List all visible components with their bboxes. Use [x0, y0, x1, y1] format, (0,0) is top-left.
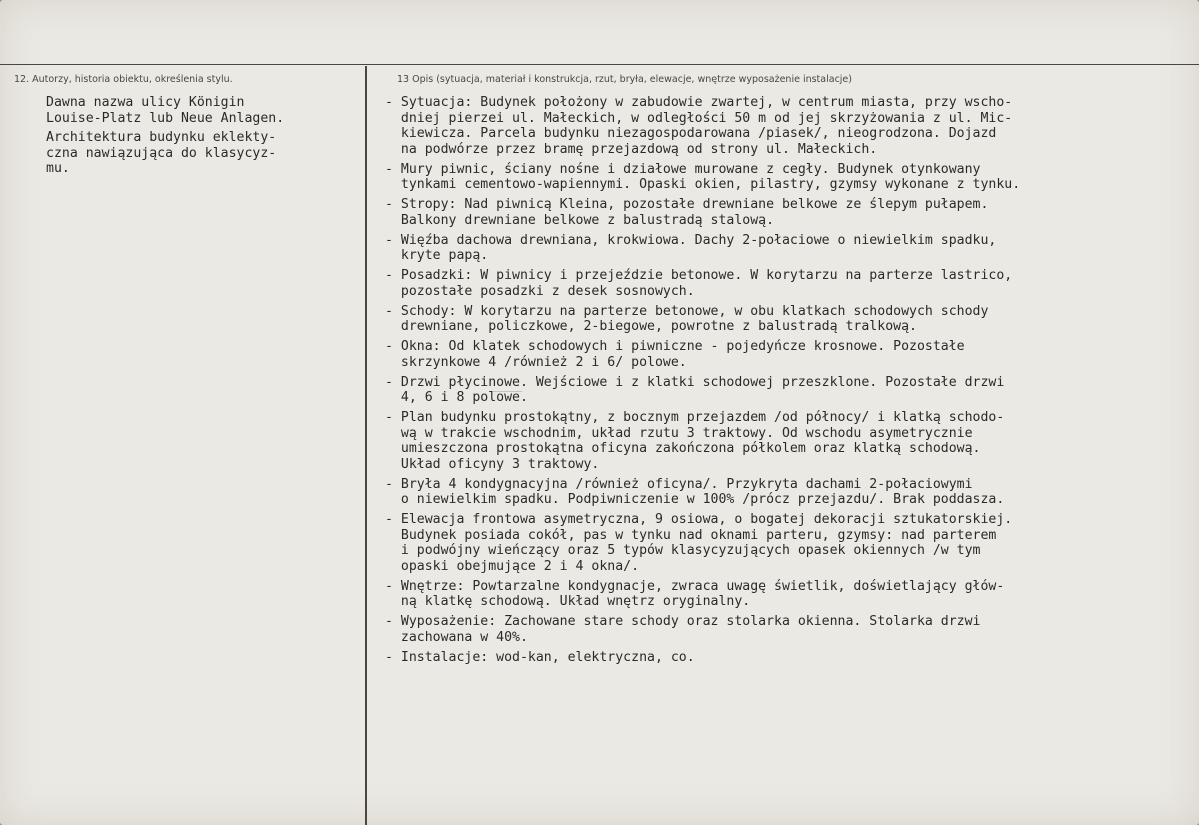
ink-underline-mark — [492, 378, 522, 392]
description-item: - Sytuacja: Budynek położony w zabudowie zwartej, w centrum miasta, przy wscho- dniej pierzei ul. Małeckich, w odległości 50 m od jej skrzyżowania z ul. Mic- kiewicza. Parcela budynku niezagospodarowana /piasek/, nieogrodzona. Dojazd na podwórze przez bramę przejazdową od strony ul. Małeckich. — [385, 95, 1013, 157]
description-item: - Wyposażenie: Zachowane stare schody oraz stolarka okienna. Stolarka drzwi zachowana w 40%. — [385, 614, 981, 645]
description-item: - Mury piwnic, ściany nośne i działowe murowane z cegły. Budynek otynkowany tynkami cementowo-wapiennymi. Opaski okien, pilastry, gzymsy wykonane z tynku. — [385, 161, 1021, 192]
description-item: - Plan budynku prostokątny, z bocznym przejazdem /od północy/ i klatką schodo- wą w trakcie wschodnim, układ rzutu 3 traktowy. Od wschodu asymetrycznie umieszczona prostokątna oficyna zakończona półkolem oraz klatką schodową. Układ oficyny 3 traktowy. — [385, 410, 1005, 472]
description-column — [385, 95, 1020, 670]
description-item: - Okna: Od klatek schodowych i piwniczne - pojedyńcze krosnowe. Pozostałe skrzynkowe 4 /również 2 i 6/ polowe. — [385, 339, 965, 370]
left-paragraph: Dawna nazwa ulicy Königin Louise-Platz lub Neue Anlagen. — [46, 95, 285, 126]
description-item: - Drzwi płycinowe. Wejściowe i z klatki schodowej przeszklone. Pozostałe drzwi 4, 6 i 8 polowe. — [385, 374, 1005, 405]
section-13-header: 13 Opis (sytuacja, materiał i konstrukcja, rzut, bryła, elewacje, wnętrze wyposażenie instalacje) — [397, 74, 852, 85]
description-item: - Bryła 4 kondygnacyjna /również oficyna/. Przykryta dachami 2-połaciowymi o niewielkim spadku. Podpiwniczenie w 100% /prócz przejazdu/. Brak poddasza. — [385, 476, 1005, 507]
description-item: - Elewacja frontowa asymetryczna, 9 osiowa, o bogatej dekoracji sztukatorskiej. Budynek posiada cokół, pas w tynku nad oknami parteru, gzymsy: nad parterem i podwójny wieńczący oraz 5 typów klasycyzujących opasek okiennych /w tym opaski obejmujące 2 i 4 okna/. — [385, 512, 1013, 574]
description-item: - Schody: W korytarzu na parterze betonowe, w obu klatkach schodowych schody drewniane, policzkowe, 2-biegowe, powrotne z balustradą tralkową. — [385, 303, 989, 334]
authors-history-style-column — [46, 95, 284, 181]
description-item: - Instalacje: wod-kan, elektryczna, co. — [385, 649, 695, 665]
description-item: - Wnętrze: Powtarzalne kondygnacje, zwraca uwagę świetlik, doświetlający głów- ną klatkę schodową. Układ wnętrz oryginalny. — [385, 578, 1005, 609]
section-12-header: 12. Autorzy, historia obiektu, określenia stylu. — [14, 74, 233, 85]
description-item: - Posadzki: W piwnicy i przejeździe betonowe. W korytarzu na parterze lastrico, pozostałe posadzki z desek sosnowych. — [385, 268, 1013, 299]
column-divider — [365, 66, 367, 825]
description-item: - Stropy: Nad piwnicą Kleina, pozostałe drewniane belkowe ze ślepym pułapem. Balkony drewniane belkowe z balustradą stalową. — [385, 197, 989, 228]
left-paragraph: Architektura budynku eklekty- czna nawiązująca do klasycyz- mu. — [46, 130, 277, 176]
description-item: - Więźba dachowa drewniana, krokwiowa. Dachy 2-połaciowe o niewielkim spadku, kryte papą. — [385, 232, 997, 263]
form-top-rule — [0, 64, 1199, 65]
